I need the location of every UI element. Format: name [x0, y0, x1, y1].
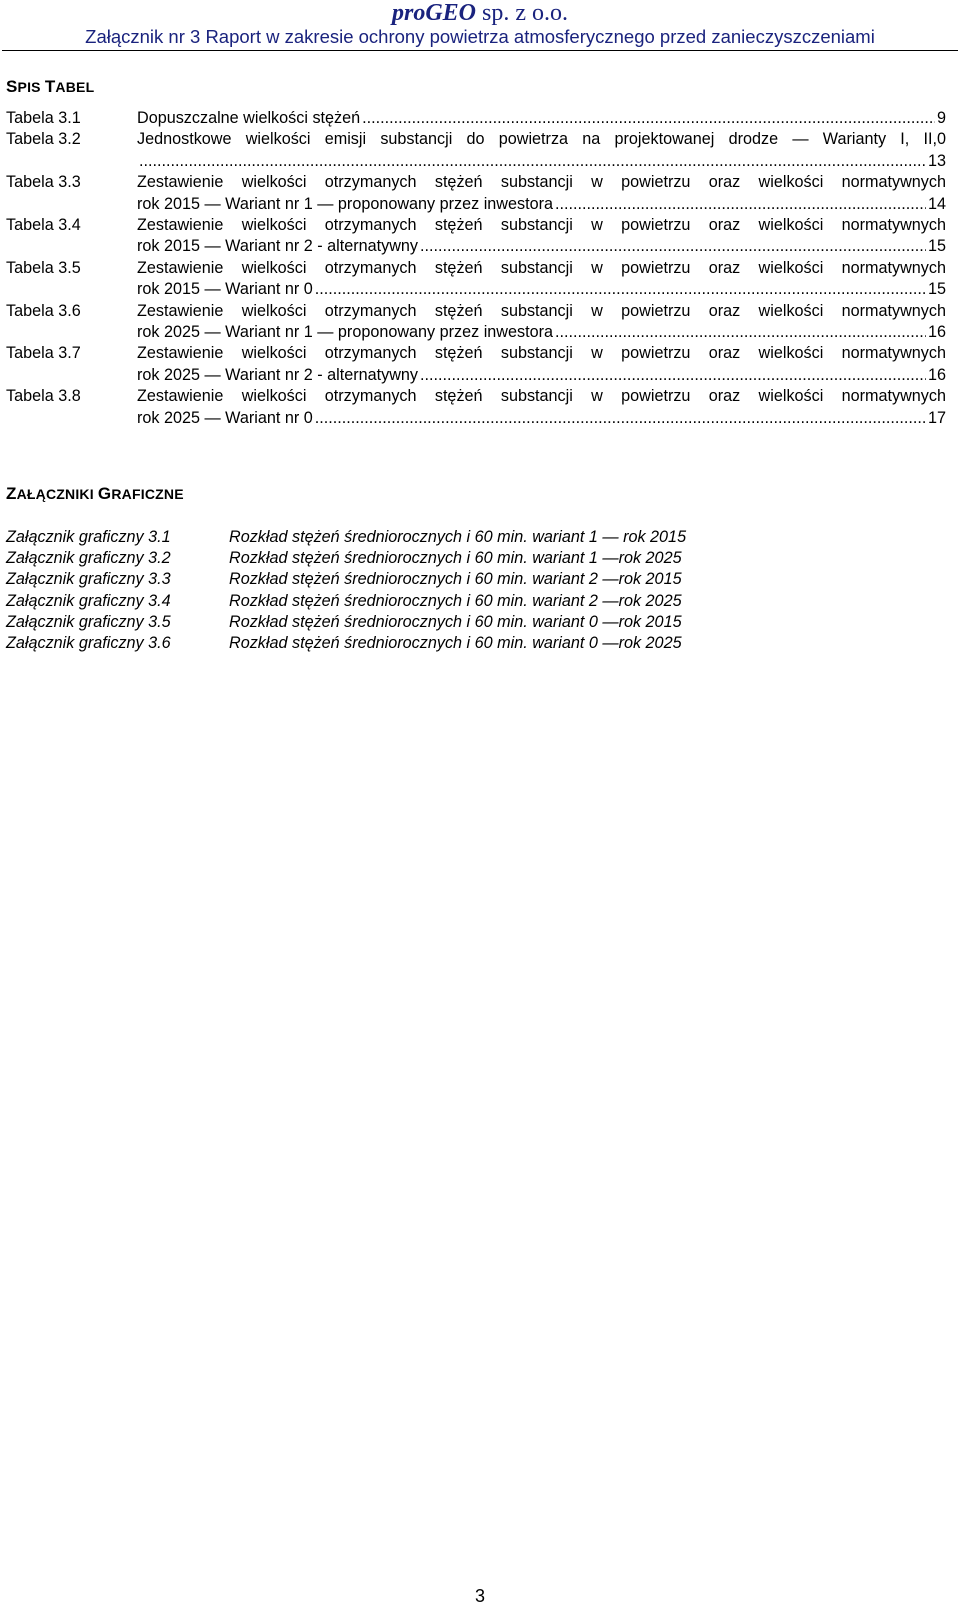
- toc-entry-label: Tabela 3.4: [6, 216, 81, 235]
- attachment-entry[interactable]: [6, 633, 686, 654]
- company-name: [0, 1, 960, 25]
- toc-leader-dots: [139, 151, 926, 172]
- toc-entry-page: 17: [927, 408, 946, 427]
- toc-entry[interactable]: [6, 258, 946, 301]
- toc-entry-label: Tabela 3.1: [6, 109, 81, 127]
- attachment-label: Załącznik graficzny 3.4: [6, 591, 171, 610]
- header-divider: [2, 50, 958, 51]
- title-initial: Z: [6, 484, 17, 503]
- toc-entry-page: 13: [927, 151, 946, 170]
- toc-entry[interactable]: [6, 215, 946, 258]
- toc-entry-page: 16: [927, 365, 946, 384]
- toc-entry[interactable]: [6, 172, 946, 215]
- toc-entry[interactable]: [6, 386, 946, 429]
- title-rest: PIS: [17, 79, 45, 95]
- toc-entry[interactable]: [6, 129, 946, 172]
- toc-entry[interactable]: [6, 343, 946, 386]
- company-brand: proGEO: [391, 0, 476, 26]
- toc-entry-label: Tabela 3.8: [6, 387, 81, 406]
- attachment-description: Rozkład stężeń średniorocznych i 60 min. wariant 0 —rok 2025: [229, 634, 682, 653]
- toc-leader-dots: [315, 408, 926, 429]
- toc-entry-title-cont: rok 2015 — Wariant nr 2 - alternatywny: [137, 237, 418, 256]
- toc-leader-dots: [420, 236, 926, 257]
- toc-entry-title: Zestawienie wielkości otrzymanych stężeń substancji w powietrzu oraz wielkości normatywnych: [137, 344, 946, 363]
- toc-leader-dots: [555, 194, 926, 215]
- toc-entry-title: Zestawienie wielkości otrzymanych stężeń substancji w powietrzu oraz wielkości normatywnych: [137, 258, 946, 277]
- attachment-description: Rozkład stężeń średniorocznych i 60 min. wariant 2 —rok 2015: [229, 570, 682, 589]
- toc-entry-title: Zestawienie wielkości otrzymanych stężeń substancji w powietrzu oraz wielkości normatywnych: [137, 216, 946, 235]
- toc-entry-label: Tabela 3.7: [6, 344, 81, 363]
- toc-entry-label: Tabela 3.2: [6, 130, 81, 149]
- attachment-entry[interactable]: [6, 591, 686, 612]
- toc-entry-title: Zestawienie wielkości otrzymanych stężeń substancji w powietrzu oraz wielkości normatywnych: [137, 173, 946, 192]
- toc-entry-title-cont: rok 2015 — Wariant nr 1 — proponowany przez inwestora: [137, 194, 553, 213]
- toc-entry-title-cont: rok 2025 — Wariant nr 1 — proponowany przez inwestora: [137, 323, 553, 342]
- tables-section-title: [6, 77, 94, 97]
- title-rest: AŁĄCZNIKI: [16, 486, 98, 502]
- attachment-label: Załącznik graficzny 3.2: [6, 549, 171, 568]
- toc-entry-page: 14: [927, 194, 946, 213]
- toc-entry-label: Tabela 3.5: [6, 258, 81, 277]
- toc-leader-dots: [315, 279, 926, 300]
- title-rest: ABEL: [55, 79, 95, 95]
- attachment-description: Rozkład stężeń średniorocznych i 60 min. wariant 1 —rok 2025: [229, 549, 682, 568]
- attachment-label: Załącznik graficzny 3.1: [6, 528, 171, 546]
- toc-entry-page: 9: [936, 109, 946, 127]
- page-header: [0, 0, 960, 48]
- toc-entry-page: 16: [927, 323, 946, 342]
- toc-entry-page: 15: [927, 280, 946, 299]
- toc-leader-dots: [555, 322, 926, 343]
- attachment-entry[interactable]: [6, 548, 686, 569]
- attachment-label: Załącznik graficzny 3.5: [6, 612, 171, 631]
- attachments-list: [6, 527, 686, 654]
- attachment-label: Załącznik graficzny 3.6: [6, 634, 171, 653]
- toc-entry-title: Dopuszczalne wielkości stężeń: [137, 109, 361, 127]
- title-initial: G: [97, 484, 112, 503]
- toc-entry-label: Tabela 3.6: [6, 301, 81, 320]
- toc-entry-title-cont: rok 2025 — Wariant nr 2 - alternatywny: [137, 365, 418, 384]
- toc-entry-title: Zestawienie wielkości otrzymanych stężeń substancji w powietrzu oraz wielkości normatywnych: [137, 301, 946, 320]
- toc-entry-title: Zestawienie wielkości otrzymanych stężeń substancji w powietrzu oraz wielkości normatywnych: [137, 387, 946, 406]
- company-suffix: sp. z o.o.: [476, 0, 568, 26]
- toc-entry-label: Tabela 3.3: [6, 173, 81, 192]
- toc-entry[interactable]: [6, 301, 946, 344]
- attachment-entry[interactable]: [6, 569, 686, 590]
- attachment-description: Rozkład stężeń średniorocznych i 60 min. wariant 1 — rok 2015: [229, 528, 687, 546]
- toc-entry-title-cont: rok 2025 — Wariant nr 0: [137, 408, 313, 427]
- attachments-section-title: [6, 484, 184, 504]
- toc-leader-dots: [362, 108, 935, 129]
- title-initial: S: [6, 77, 18, 96]
- toc-entry-page: 15: [927, 237, 946, 256]
- toc-entry-title-cont: rok 2015 — Wariant nr 0: [137, 280, 313, 299]
- page-number: 3: [474, 1586, 485, 1606]
- toc-leader-dots: [420, 365, 926, 386]
- title-initial: T: [44, 77, 56, 96]
- toc-entry-title: Jednostkowe wielkości emisji substancji do powietrza na projektowanej drodze — Warianty I, II,0: [137, 130, 946, 149]
- attachment-entry[interactable]: [6, 527, 686, 548]
- attachment-description: Rozkład stężeń średniorocznych i 60 min. wariant 0 —rok 2015: [229, 612, 682, 631]
- title-rest: RAFICZNE: [111, 486, 184, 502]
- attachment-entry[interactable]: [6, 612, 686, 633]
- attachment-label: Załącznik graficzny 3.3: [6, 570, 171, 589]
- tables-list: [6, 108, 946, 429]
- attachment-description: Rozkład stężeń średniorocznych i 60 min. wariant 2 —rok 2025: [229, 591, 682, 610]
- toc-entry[interactable]: [6, 108, 946, 129]
- document-subtitle: Załącznik nr 3 Raport w zakresie ochrony powietrza atmosferycznego przed zanieczyszczeniami: [85, 26, 875, 47]
